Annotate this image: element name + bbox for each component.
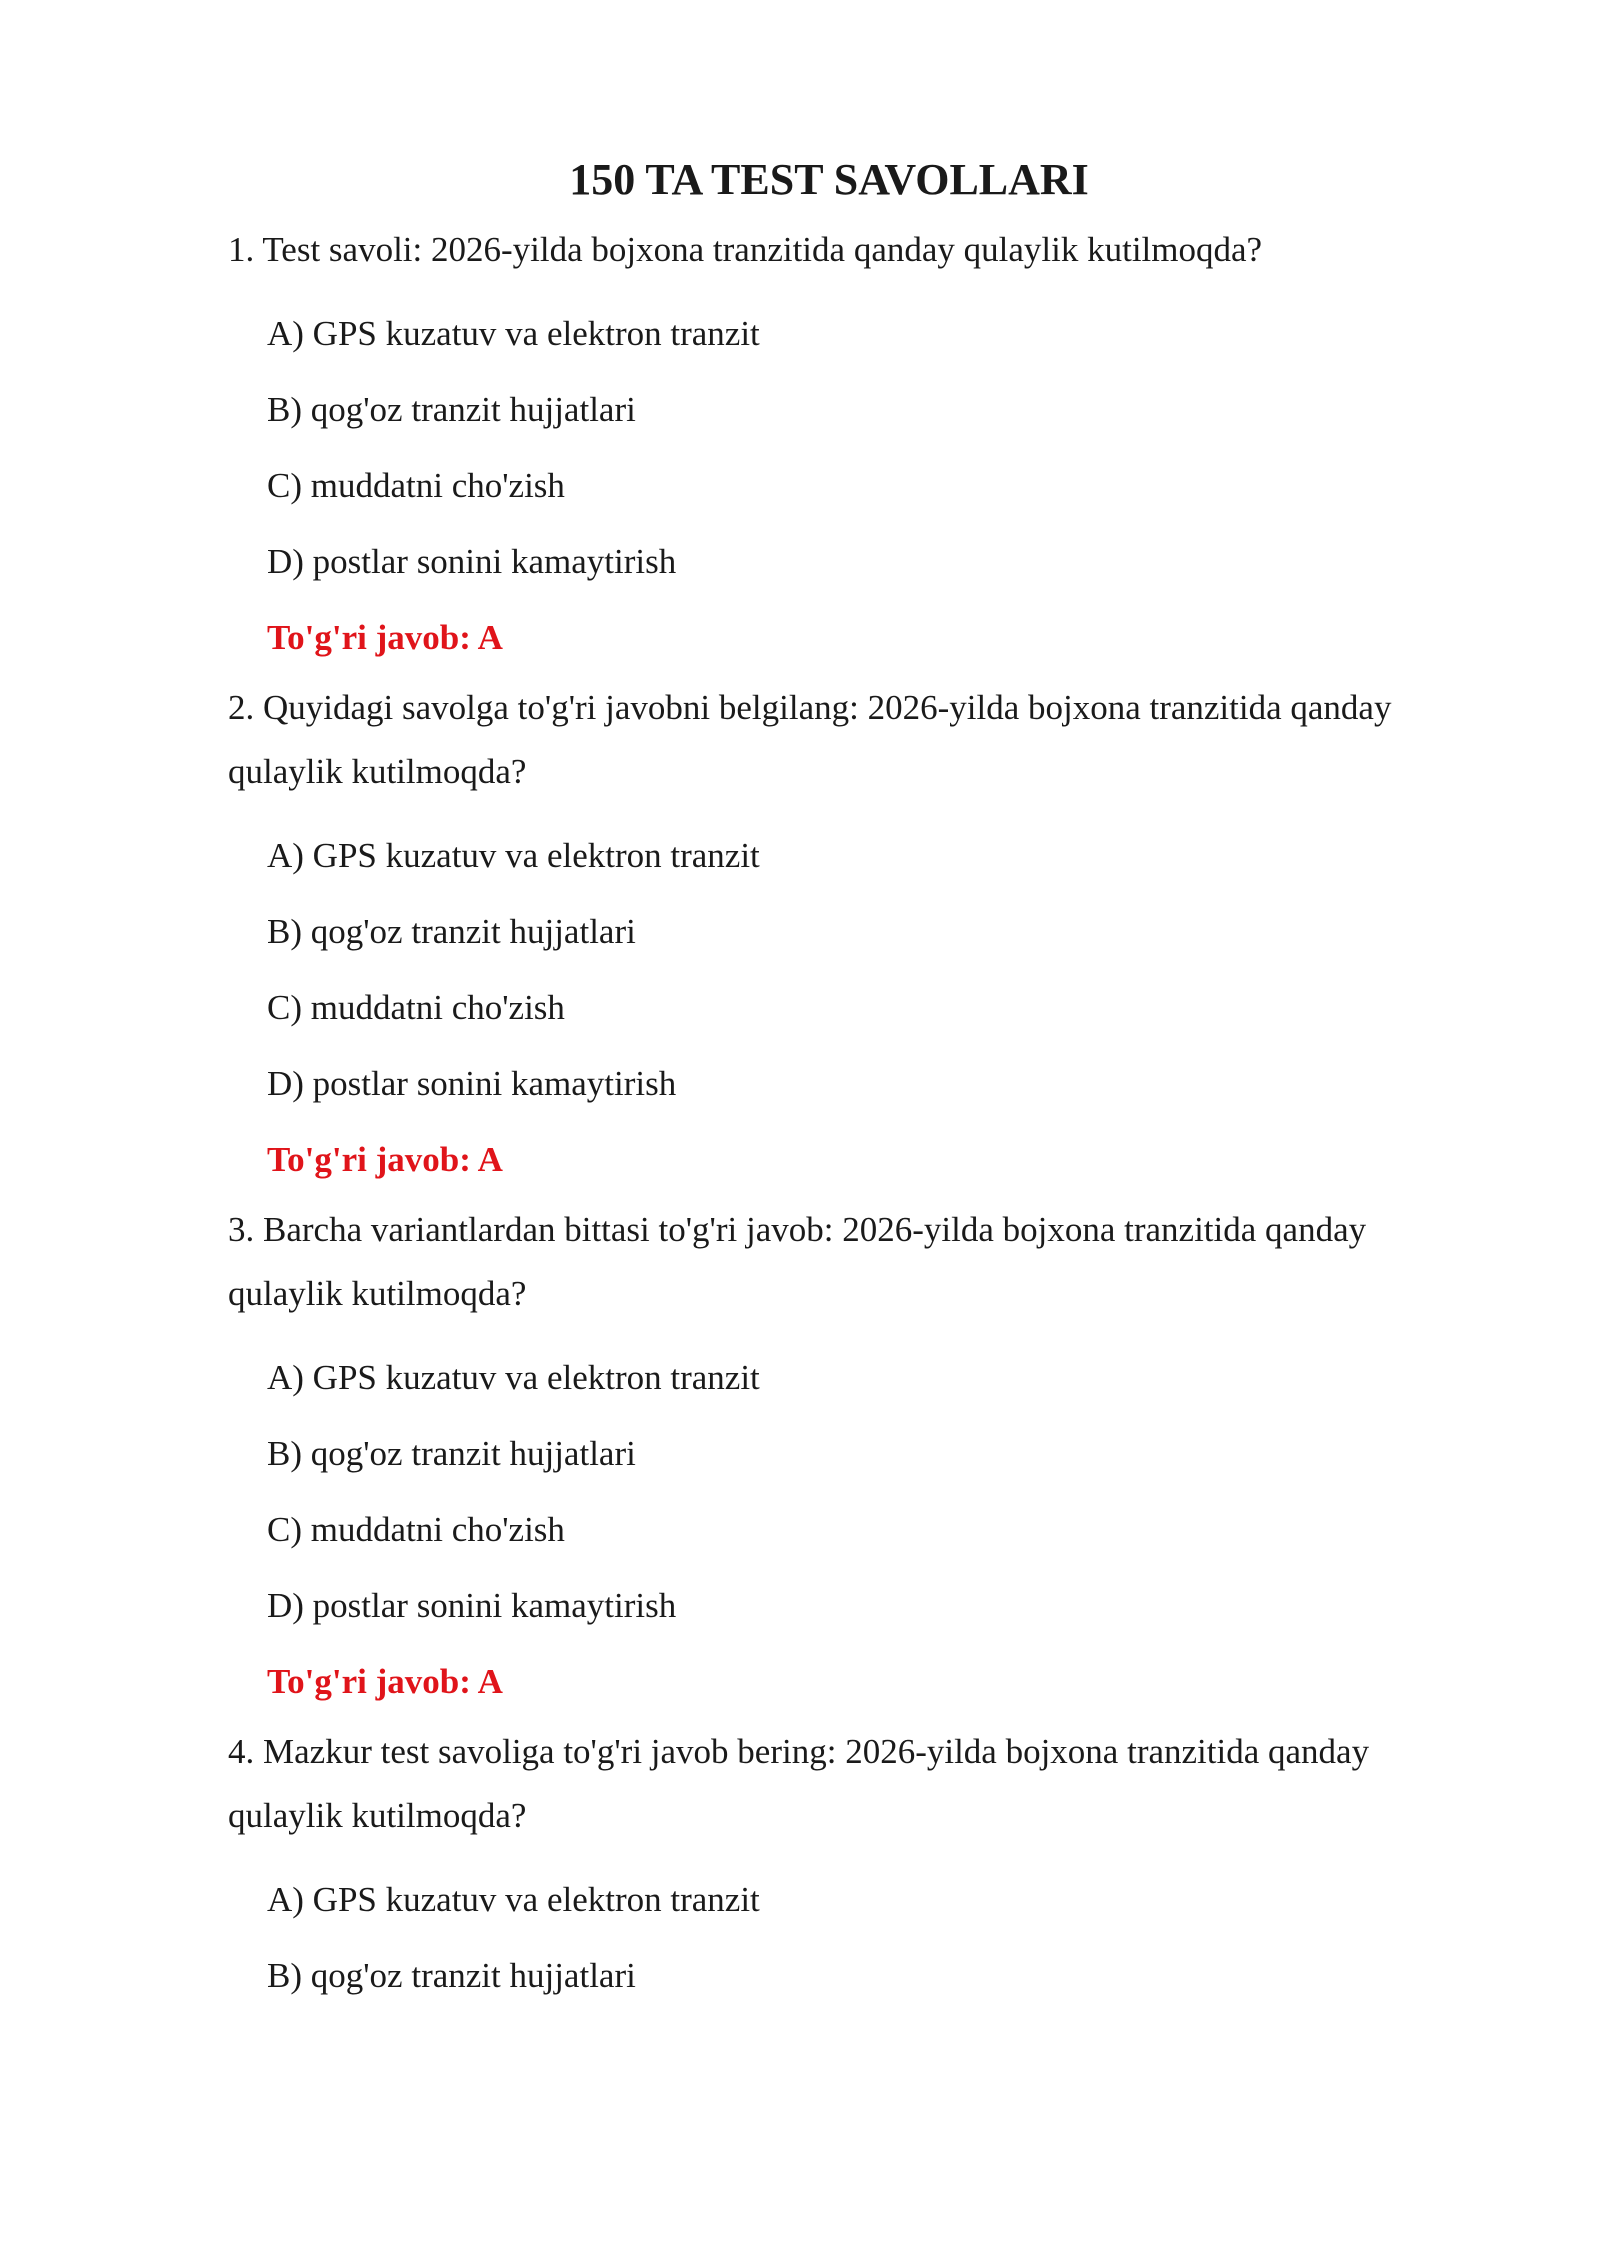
question-text: 3. Barcha variantlardan bittasi to'g'ri javob: 2026-yilda bojxona tranzitida qanday qulaylik kutilmoqda? — [228, 1210, 1367, 1313]
option-d: D) postlar sonini kamaytirish — [267, 542, 677, 581]
option-c: C) muddatni cho'zish — [267, 988, 565, 1027]
option-b: B) qog'oz tranzit hujjatlari — [267, 912, 636, 951]
question-text: 4. Mazkur test savoliga to'g'ri javob bering: 2026-yilda bojxona tranzitida qanday qulaylik kutilmoqda? — [228, 1732, 1370, 1835]
correct-answer: To'g'ri javob: A — [267, 618, 503, 657]
option-d: D) postlar sonini kamaytirish — [267, 1064, 677, 1103]
correct-answer: To'g'ri javob: A — [267, 1662, 503, 1701]
page-title: 150 TA TEST SAVOLLARI — [569, 155, 1089, 204]
option-d: D) postlar sonini kamaytirish — [267, 1586, 677, 1625]
option-list — [228, 1340, 1470, 1644]
option-c: C) muddatni cho'zish — [267, 1510, 565, 1549]
option-list — [228, 1862, 1470, 2014]
option-a: A) GPS kuzatuv va elektron tranzit — [267, 1358, 760, 1397]
question-text: 1. Test savoli: 2026-yilda bojxona tranzitida qanday qulaylik kutilmoqda? — [228, 230, 1263, 269]
option-a: A) GPS kuzatuv va elektron tranzit — [267, 314, 760, 353]
option-list — [228, 296, 1470, 600]
correct-answer: To'g'ri javob: A — [267, 1140, 503, 1179]
option-c: C) muddatni cho'zish — [267, 466, 565, 505]
option-b: B) qog'oz tranzit hujjatlari — [267, 390, 636, 429]
question-2 — [228, 676, 1470, 1198]
option-a: A) GPS kuzatuv va elektron tranzit — [267, 1880, 760, 1919]
option-b: B) qog'oz tranzit hujjatlari — [267, 1956, 636, 1995]
option-list — [228, 818, 1470, 1122]
question-1 — [228, 218, 1470, 676]
option-b: B) qog'oz tranzit hujjatlari — [267, 1434, 636, 1473]
question-3 — [228, 1198, 1470, 1720]
question-4 — [228, 1720, 1470, 2014]
option-a: A) GPS kuzatuv va elektron tranzit — [267, 836, 760, 875]
question-text: 2. Quyidagi savolga to'g'ri javobni belgilang: 2026-yilda bojxona tranzitida qanday qulaylik kutilmoqda? — [228, 688, 1392, 791]
